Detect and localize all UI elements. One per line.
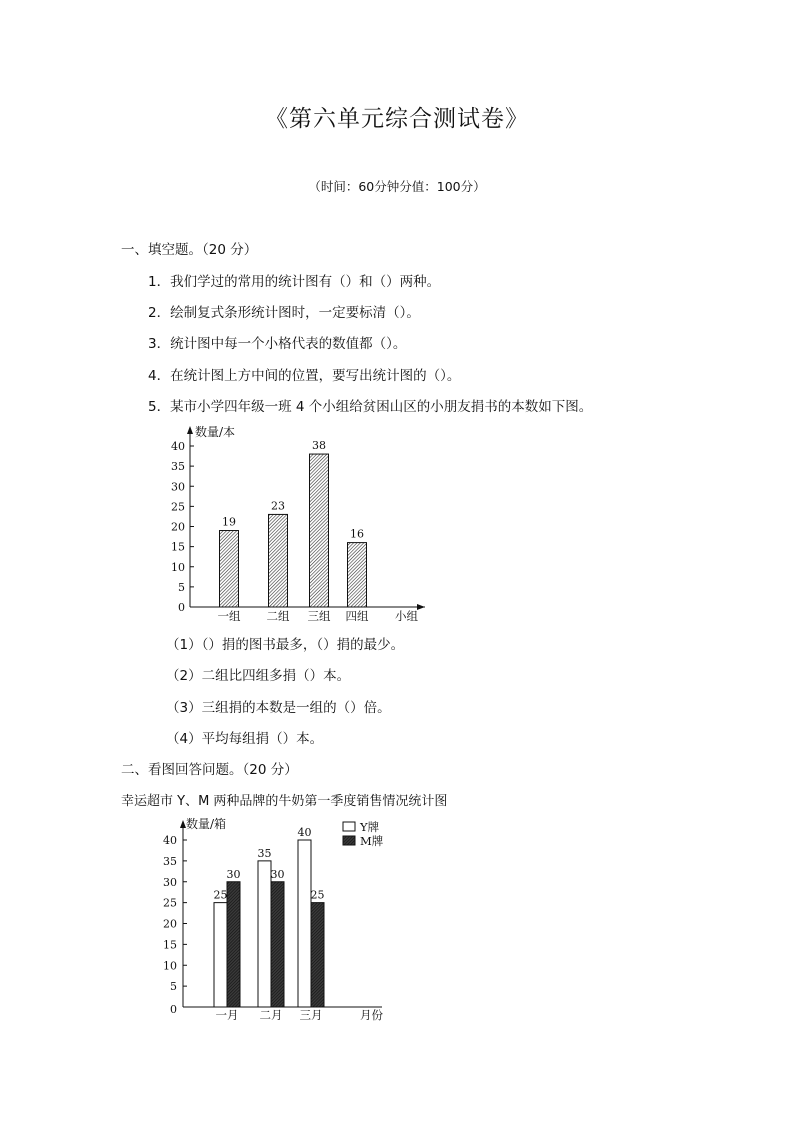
y-tick-label: 0 (178, 601, 185, 614)
data-label: 38 (312, 439, 326, 453)
data-label: 16 (350, 527, 364, 541)
data-label: 40 (297, 826, 312, 839)
y-tick-label: 40 (171, 440, 185, 453)
y-tick-label: 40 (163, 834, 177, 847)
section2-heading: 二、看图回答问题。（20 分） (121, 762, 298, 778)
legend-swatch-m (343, 836, 355, 845)
x-tick-label: 一组 (217, 609, 241, 623)
y-tick-label: 0 (170, 1003, 177, 1016)
question-5: 5．某市小学四年级一班 4 个小组给贫困山区的小朋友捐书的本数如下图。 (148, 399, 593, 415)
y-tick-label: 30 (171, 480, 185, 494)
legend-swatch-y (343, 822, 355, 831)
subquestion-2: （2）二组比四组多捐（）本。 (166, 668, 351, 684)
x-tick-label: 四组 (345, 609, 369, 623)
x-axis-label: 小组 (395, 609, 418, 623)
x-tick-label: 三月 (299, 1008, 323, 1022)
subquestion-3: （3）三组捐的本数是一组的（）倍。 (166, 700, 391, 716)
question-3: 3．统计图中每一个小格代表的数值都（）。 (148, 336, 407, 352)
question-2: 2．绘制复式条形统计图时，一定要标清（）。 (148, 305, 420, 321)
data-label: 19 (222, 515, 236, 529)
y-tick-label: 15 (163, 938, 177, 952)
x-tick-label: 一月 (215, 1008, 239, 1022)
document-subtitle: （时间：60分钟分值：100分） (308, 179, 486, 194)
y-tick-label: 15 (171, 540, 185, 554)
y-tick-label: 30 (163, 875, 177, 889)
question-4: 4．在统计图上方中间的位置，要写出统计图的（）。 (148, 368, 461, 384)
subquestion-1: （1）（）捐的图书最多，（）捐的最少。 (166, 637, 405, 653)
y-tick-label: 10 (163, 959, 177, 973)
y-axis-label: 数量/本 (195, 425, 236, 439)
y-tick-label: 10 (171, 560, 185, 574)
data-label: 30 (270, 867, 285, 881)
y-tick-label: 25 (163, 896, 177, 910)
bar-m-brand (271, 882, 284, 1007)
bar-m-brand (227, 882, 240, 1007)
bar-m-brand (311, 903, 324, 1007)
y-tick-label: 35 (171, 460, 185, 474)
bar-y-brand (258, 861, 271, 1007)
y-axis-label: 数量/箱 (186, 817, 227, 831)
question-1: 1．我们学过的常用的统计图有（）和（）两种。 (148, 274, 441, 290)
data-label: 35 (257, 846, 272, 860)
data-label: 30 (226, 867, 241, 881)
data-label: 25 (213, 888, 228, 902)
x-tick-label: 二月 (259, 1008, 283, 1022)
y-tick-label: 5 (170, 980, 177, 994)
y-tick-label: 5 (178, 580, 185, 594)
section1-heading: 一、填空题。（20 分） (121, 242, 258, 258)
x-tick-label: 三组 (307, 609, 331, 623)
y-tick-label: 20 (171, 520, 185, 534)
x-tick-label: 二组 (266, 609, 290, 623)
bar-y-brand (298, 840, 311, 1007)
document-title: 《第六单元综合测试卷》 (265, 106, 529, 132)
y-tick-label: 25 (171, 500, 185, 514)
subquestion-4: （4）平均每组捐（）本。 (166, 731, 324, 747)
y-tick-label: 35 (163, 854, 177, 868)
y-tick-label: 20 (163, 917, 177, 931)
milk-sales-chart-title: 幸运超市 Y、M 两种品牌的牛奶第一季度销售情况统计图 (121, 794, 448, 809)
data-label: 25 (310, 888, 325, 902)
legend-label: M牌 (360, 834, 384, 848)
legend-label: Y牌 (360, 820, 380, 834)
data-label: 23 (271, 499, 285, 513)
x-axis-label: 月份 (360, 1008, 383, 1022)
bar-y-brand (214, 903, 227, 1007)
